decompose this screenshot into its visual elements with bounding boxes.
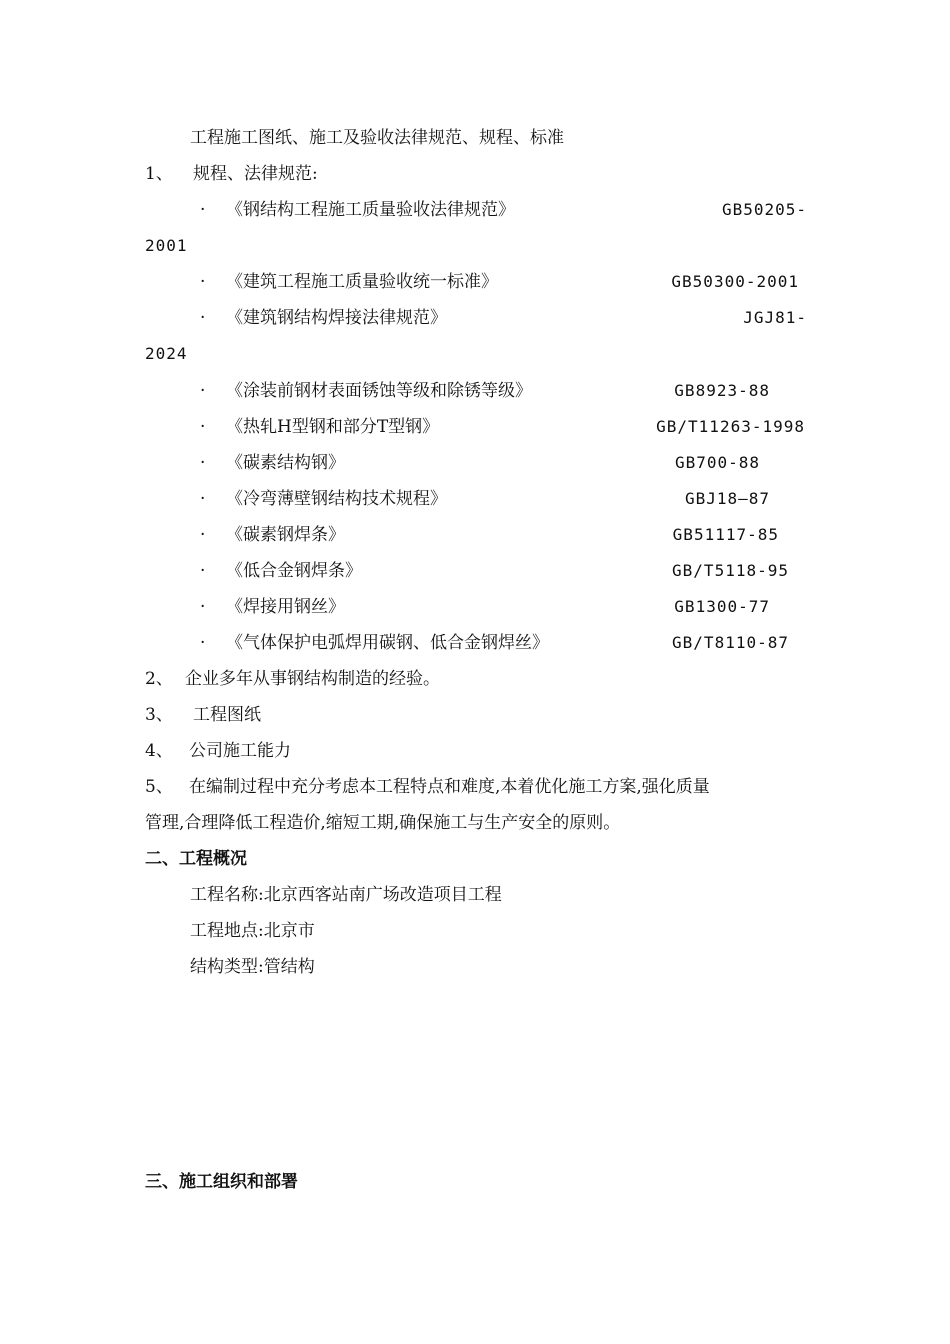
bullet-icon: ·	[200, 489, 206, 509]
standard-code: GB50205-	[721, 200, 807, 219]
standard-code: GB8923-88	[674, 381, 770, 400]
basis-item-1	[145, 156, 807, 192]
basis-text: 规程、法律规范:	[193, 164, 318, 184]
project-name: 工程名称:北京西客站南广场改造项目工程	[190, 885, 502, 905]
standard-code: GB/T11263-1998	[656, 417, 805, 436]
standard-name: 《低合金钢焊条》	[226, 561, 362, 581]
basis-number: 2、	[145, 669, 173, 689]
bullet-icon: ·	[200, 308, 206, 328]
standard-item	[200, 625, 807, 661]
standard-name: 《建筑钢结构焊接法律规范》	[226, 308, 447, 328]
standard-item	[200, 517, 807, 553]
standard-name: 《碳素钢焊条》	[226, 525, 345, 545]
bullet-icon: ·	[200, 525, 206, 545]
basis-number: 1、	[145, 164, 173, 184]
basis-text: 工程图纸	[193, 705, 261, 725]
standard-item	[200, 481, 807, 517]
basis-text: 在编制过程中充分考虑本工程特点和难度,本着优化施工方案,强化质量	[189, 777, 710, 797]
standard-code: GB51117-85	[672, 525, 779, 544]
standard-name: 《热轧H型钢和部分T型钢》	[226, 417, 440, 437]
basis-text: 公司施工能力	[189, 741, 291, 761]
basis-item-4	[145, 733, 807, 769]
standard-name: 《冷弯薄壁钢结构技术规程》	[226, 489, 447, 509]
standard-name: 《焊接用钢丝》	[226, 597, 345, 617]
standard-code-wrap: 2001	[145, 236, 188, 255]
standard-code: GBJ18—87	[684, 489, 770, 508]
bullet-icon: ·	[200, 417, 206, 437]
standard-code-wrap: 2024	[145, 344, 188, 363]
bullet-icon: ·	[200, 633, 206, 653]
standard-name: 《建筑工程施工质量验收统一标准》	[226, 272, 498, 292]
standard-item	[200, 553, 807, 589]
basis-item-5-continuation: 管理,合理降低工程造价,缩短工期,确保施工与生产安全的原则。	[145, 813, 621, 833]
standard-code: GB/T5118-95	[672, 561, 789, 580]
standard-code: GB50300-2001	[671, 272, 799, 291]
intro-line: 工程施工图纸、施工及验收法律规范、规程、标准	[190, 128, 564, 148]
section-2-heading: 二、工程概况	[145, 849, 247, 869]
bullet-icon: ·	[200, 453, 206, 473]
basis-item-5	[145, 769, 807, 805]
basis-text: 企业多年从事钢结构制造的经验。	[185, 669, 440, 689]
basis-item-3	[145, 697, 807, 733]
structure-type: 结构类型:管结构	[190, 957, 315, 977]
bullet-icon: ·	[200, 561, 206, 581]
standard-name: 《气体保护电弧焊用碳钢、低合金钢焊丝》	[226, 633, 549, 653]
standard-item	[200, 589, 807, 625]
standard-item	[200, 264, 807, 300]
standard-item	[200, 445, 807, 481]
basis-item-2	[145, 661, 807, 697]
standard-name: 《碳素结构钢》	[226, 453, 345, 473]
standard-item	[200, 409, 807, 445]
standard-code: JGJ81-	[743, 308, 807, 327]
standard-item	[200, 192, 807, 228]
section-3-heading: 三、施工组织和部署	[145, 1172, 298, 1192]
bullet-icon: ·	[200, 272, 206, 292]
bullet-icon: ·	[200, 200, 206, 220]
standard-item	[200, 300, 807, 336]
basis-number: 5、	[145, 777, 173, 797]
standard-name: 《涂装前钢材表面锈蚀等级和除锈等级》	[226, 381, 532, 401]
basis-number: 3、	[145, 705, 173, 725]
basis-number: 4、	[145, 741, 173, 761]
standard-item	[200, 373, 807, 409]
standard-name: 《钢结构工程施工质量验收法律规范》	[226, 200, 515, 220]
project-location: 工程地点:北京市	[190, 921, 315, 941]
standard-code: GB/T8110-87	[672, 633, 789, 652]
standard-code: GB700-88	[674, 453, 760, 472]
bullet-icon: ·	[200, 381, 206, 401]
standard-code: GB1300-77	[674, 597, 770, 616]
bullet-icon: ·	[200, 597, 206, 617]
